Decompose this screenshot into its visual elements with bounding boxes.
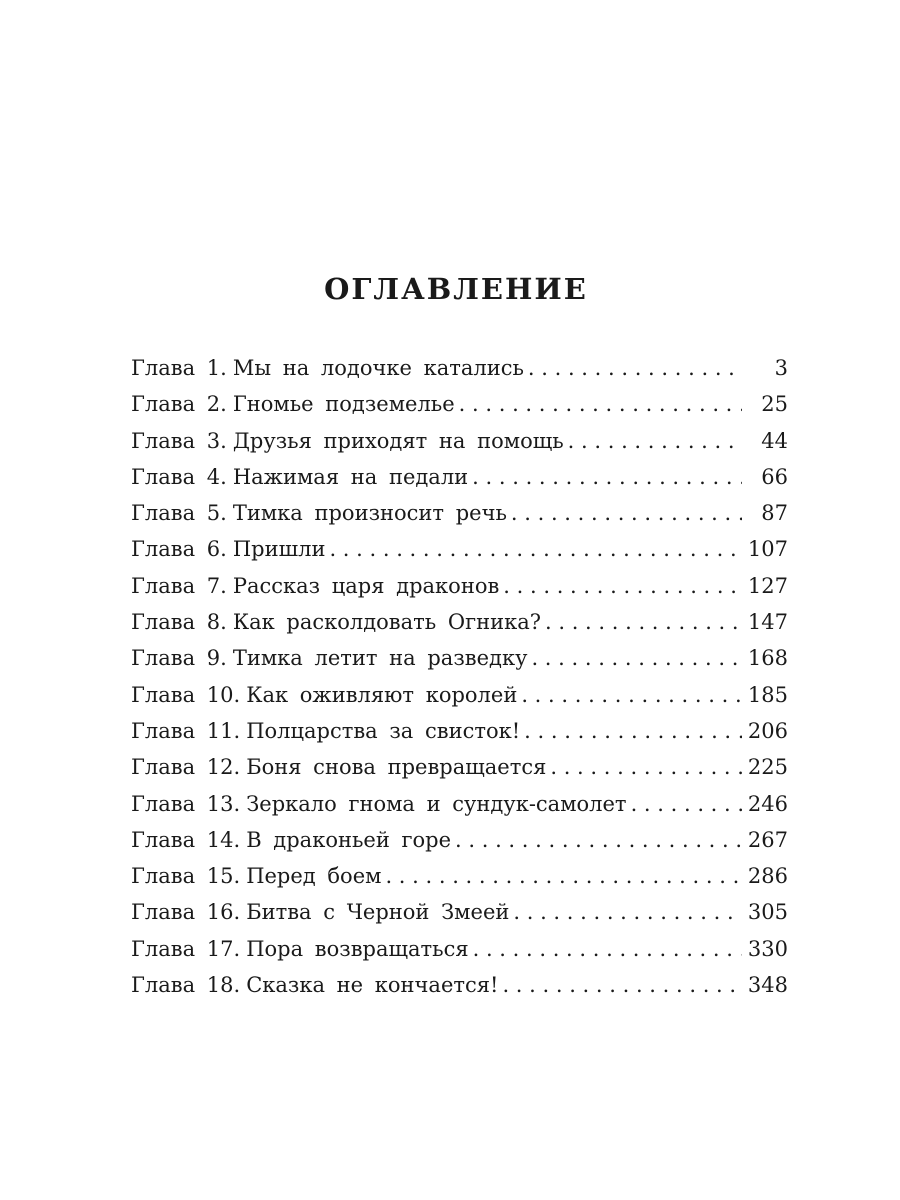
toc-entry: [131, 604, 788, 640]
toc-chapter-title: Пора возвращаться: [246, 936, 469, 961]
toc-chapter-number: Глава 2.: [131, 392, 227, 417]
toc-entry-label: [131, 967, 498, 1003]
toc-page-number: 66: [761, 464, 788, 489]
toc-chapter-title: Сказка не кончается!: [246, 973, 499, 998]
toc-chapter-title: Битва с Черной Змеей: [246, 900, 510, 925]
toc-dot-leader: [502, 967, 741, 1003]
toc-entry: [131, 677, 788, 713]
toc-chapter-title: Пришли: [232, 537, 326, 562]
toc-chapter-number: Глава 3.: [131, 428, 227, 453]
toc-chapter-number: Глава 14.: [131, 827, 241, 852]
toc-entry-label: [131, 495, 507, 531]
toc-page-number: 44: [761, 428, 788, 453]
toc-page-number: 3: [774, 356, 788, 380]
toc-entry-label: [131, 604, 541, 640]
toc-chapter-number: Глава 7.: [131, 573, 227, 598]
toc-entry-label: [131, 386, 455, 422]
toc-dot-leader: [329, 531, 741, 567]
toc-chapter-number: Глава 10.: [131, 682, 241, 707]
toc-dot-leader: [568, 423, 742, 459]
toc-chapter-number: Глава 8.: [131, 610, 227, 635]
toc-chapter-title: В драконьей горе: [246, 827, 452, 852]
toc-page-number: 348: [747, 973, 788, 998]
toc-entry: [131, 423, 788, 459]
toc-chapter-title: Как оживляют королей: [246, 682, 518, 707]
toc-dot-leader: [545, 604, 742, 640]
toc-entry: [131, 350, 788, 386]
toc-dot-leader: [631, 786, 742, 822]
toc-page-number: 147: [747, 610, 788, 635]
toc-dot-leader: [531, 640, 741, 676]
toc-entry-label: [131, 531, 325, 567]
toc-entry: [131, 713, 788, 749]
toc-entry: [131, 858, 788, 894]
toc-dot-leader: [385, 858, 741, 894]
toc-page-number: 185: [747, 682, 788, 707]
toc-chapter-number: Глава 17.: [131, 936, 241, 961]
toc-chapter-number: Глава 11.: [131, 718, 241, 743]
toc-entry-label: [131, 894, 509, 930]
toc-entry-label: [131, 931, 469, 967]
toc-entry: [131, 531, 788, 567]
toc-page-number: 127: [747, 573, 788, 598]
toc-dot-leader: [528, 350, 742, 386]
toc-entry: [131, 931, 788, 967]
toc-entry-label: [131, 749, 546, 785]
toc-entry-label: [131, 858, 381, 894]
toc-entry: [131, 640, 788, 676]
toc-page-number: 267: [747, 827, 788, 852]
toc-entry: [131, 786, 788, 822]
toc-dot-leader: [524, 713, 742, 749]
toc-dot-leader: [503, 568, 742, 604]
toc-chapter-title: Рассказ царя драконов: [232, 573, 500, 598]
toc-page-number: 206: [747, 718, 788, 743]
toc-chapter-number: Глава 9.: [131, 646, 227, 671]
table-of-contents: [131, 350, 788, 1003]
toc-chapter-number: Глава 12.: [131, 755, 241, 780]
toc-dot-leader: [473, 931, 742, 967]
toc-entry: [131, 459, 788, 495]
toc-dot-leader: [472, 459, 742, 495]
toc-page-number: 330: [747, 936, 788, 961]
toc-chapter-title: Тимка летит на разведку: [232, 646, 528, 671]
toc-page-number: 25: [761, 392, 788, 417]
toc-entry: [131, 749, 788, 785]
toc-dot-leader: [550, 749, 742, 785]
toc-dot-leader: [513, 894, 742, 930]
toc-chapter-title: Как расколдовать Огника?: [232, 610, 541, 635]
toc-chapter-title: Мы на лодочке катались: [232, 356, 524, 380]
toc-dot-leader: [455, 822, 742, 858]
toc-chapter-number: Глава 18.: [131, 973, 241, 998]
toc-dot-leader: [521, 677, 742, 713]
toc-chapter-title: Зеркало гнома и сундук-самолет: [246, 791, 627, 816]
toc-entry-label: [131, 677, 517, 713]
page-title: ОГЛАВЛЕНИЕ: [324, 272, 588, 306]
toc-page-number: 305: [747, 900, 788, 925]
toc-page-number: 225: [747, 755, 788, 780]
toc-entry-label: [131, 713, 520, 749]
toc-chapter-number: Глава 1.: [131, 356, 227, 380]
toc-chapter-number: Глава 4.: [131, 464, 227, 489]
toc-chapter-number: Глава 15.: [131, 864, 241, 889]
toc-page-number: 168: [747, 646, 788, 671]
toc-entry: [131, 967, 788, 1003]
toc-entry-label: [131, 640, 527, 676]
toc-entry-label: [131, 822, 451, 858]
toc-chapter-number: Глава 16.: [131, 900, 241, 925]
toc-entry: [131, 495, 788, 531]
toc-chapter-title: Тимка произносит речь: [232, 501, 507, 526]
toc-entry-label: [131, 568, 499, 604]
toc-entry-label: [131, 350, 524, 386]
toc-entry: [131, 386, 788, 422]
toc-chapter-title: Нажимая на педали: [232, 464, 469, 489]
toc-chapter-title: Полцарства за свисток!: [246, 718, 521, 743]
toc-chapter-number: Глава 5.: [131, 501, 227, 526]
toc-page-number: 286: [747, 864, 788, 889]
toc-chapter-title: Гномье подземелье: [232, 392, 455, 417]
toc-chapter-title: Перед боем: [246, 864, 382, 889]
toc-page-number: 107: [747, 537, 788, 562]
toc-chapter-title: Боня снова превращается: [246, 755, 547, 780]
toc-entry: [131, 568, 788, 604]
toc-dot-leader: [459, 386, 742, 422]
toc-dot-leader: [511, 495, 742, 531]
toc-entry: [131, 894, 788, 930]
toc-entry-label: [131, 423, 564, 459]
toc-entry: [131, 822, 788, 858]
toc-chapter-number: Глава 6.: [131, 537, 227, 562]
toc-chapter-title: Друзья приходят на помощь: [232, 428, 564, 453]
toc-entry-label: [131, 786, 627, 822]
toc-page-number: 246: [747, 791, 788, 816]
toc-page-number: 87: [761, 501, 788, 526]
toc-entry-label: [131, 459, 468, 495]
toc-chapter-number: Глава 13.: [131, 791, 241, 816]
